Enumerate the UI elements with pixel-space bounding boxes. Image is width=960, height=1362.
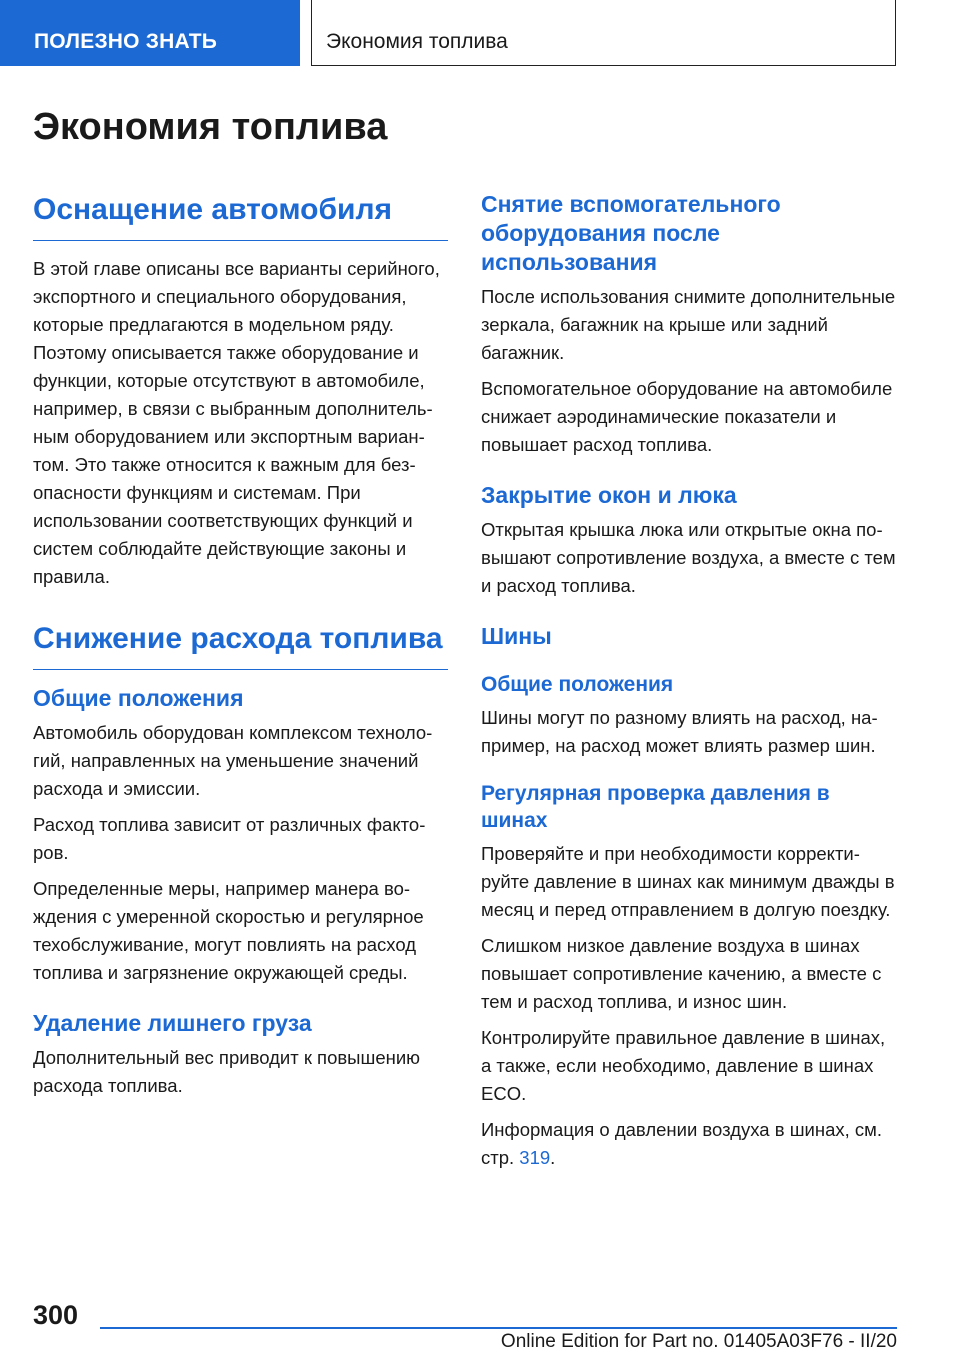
right-column — [481, 190, 896, 1180]
paragraph-general-1: Автомобиль оборудован комплексом технологий, направленных на уменьшение значений расхода и эмиссии. — [33, 722, 433, 799]
page-reference-link[interactable]: 319 — [519, 1147, 551, 1168]
pressure-ref-end: . — [550, 1147, 556, 1168]
paragraph-tires-general: Шины могут по разному влиять на расход, например, на расход может влиять размер шин. — [481, 707, 878, 756]
heading-remove-load: Удаление лишнего груза — [33, 1010, 312, 1036]
heading-equipment: Оснащение автомобиля — [33, 190, 448, 241]
section-tab: ПОЛЕЗНО ЗНАТЬ — [0, 0, 300, 66]
chapter-label: Экономия топлива — [311, 0, 896, 66]
paragraph-pressure-3: Контролируйте правильное давление в шинах, а также, если необходимо, давление в шинах ECO. — [481, 1027, 886, 1104]
paragraph-pressure-4 — [481, 1116, 896, 1172]
paragraph-equipment: В этой главе описаны все варианты серийного, экспортного и специального оборудования, которые предлагаются в модельном ряду. Поэтому описывается также оборудование и функции, которые отсутствуют в автомобиле, например, в связи с выбранным дополнительным оборудованием или экспортным вариантом. Это также относится к важным для безопасности функциям и системам. При использовании соответствующих функций и систем соблюдайте действующие законы и правила. — [33, 258, 440, 587]
paragraph-remove-load: Дополнительный вес приводит к повышению расхода топлива. — [33, 1047, 421, 1096]
heading-remove-accessories: Снятие вспомогательного оборудования после использования — [481, 191, 781, 275]
left-column — [33, 190, 448, 1108]
paragraph-pressure-1: Проверяйте и при необходимости корректируйте давление в шинах как минимум дважды в месяц и перед отправлением в долгую поездку. — [481, 843, 895, 920]
edition-info: Online Edition for Part no. 01405A03F76 - II/20 — [500, 1331, 897, 1352]
paragraph-general-2: Расход топлива зависит от различных факторов. — [33, 814, 426, 863]
heading-general: Общие положения — [33, 685, 244, 711]
pressure-ref-text: Информация о давлении воздуха в шинах, см. стр. — [481, 1119, 883, 1168]
heading-tire-pressure: Регулярная проверка давления в шинах — [481, 782, 830, 832]
page-title: Экономия топлива — [33, 106, 388, 148]
heading-reduce-consumption: Снижение расхода топлива — [33, 619, 448, 670]
paragraph-general-3: Определенные меры, например манера вождения с умеренной скоростью и регулярное техобслуживание, могут повлиять на расход топлива и загрязнение окружающей среды. — [33, 878, 424, 983]
page-header — [0, 0, 960, 66]
paragraph-remove-1: После использования снимите дополнительные зеркала, багажник на крыше или задний багажник. — [481, 286, 896, 363]
footer-divider — [100, 1327, 897, 1329]
paragraph-close-windows: Открытая крышка люка или открытые окна повышают сопротивление воздуха, а вместе с тем и расход топлива. — [481, 519, 896, 596]
page-number: 300 — [33, 1300, 79, 1330]
heading-close-windows: Закрытие окон и люка — [481, 482, 737, 508]
heading-tires-general: Общие положения — [481, 673, 674, 696]
paragraph-remove-2: Вспомогательное оборудование на автомобиле снижает аэродинамические показатели и повышает расход топлива. — [481, 378, 893, 455]
heading-tires: Шины — [481, 623, 552, 649]
paragraph-pressure-2: Слишком низкое давление воздуха в шинах повышает сопротивление качению, а вместе с тем и расход топлива, и износ шин. — [481, 935, 882, 1012]
